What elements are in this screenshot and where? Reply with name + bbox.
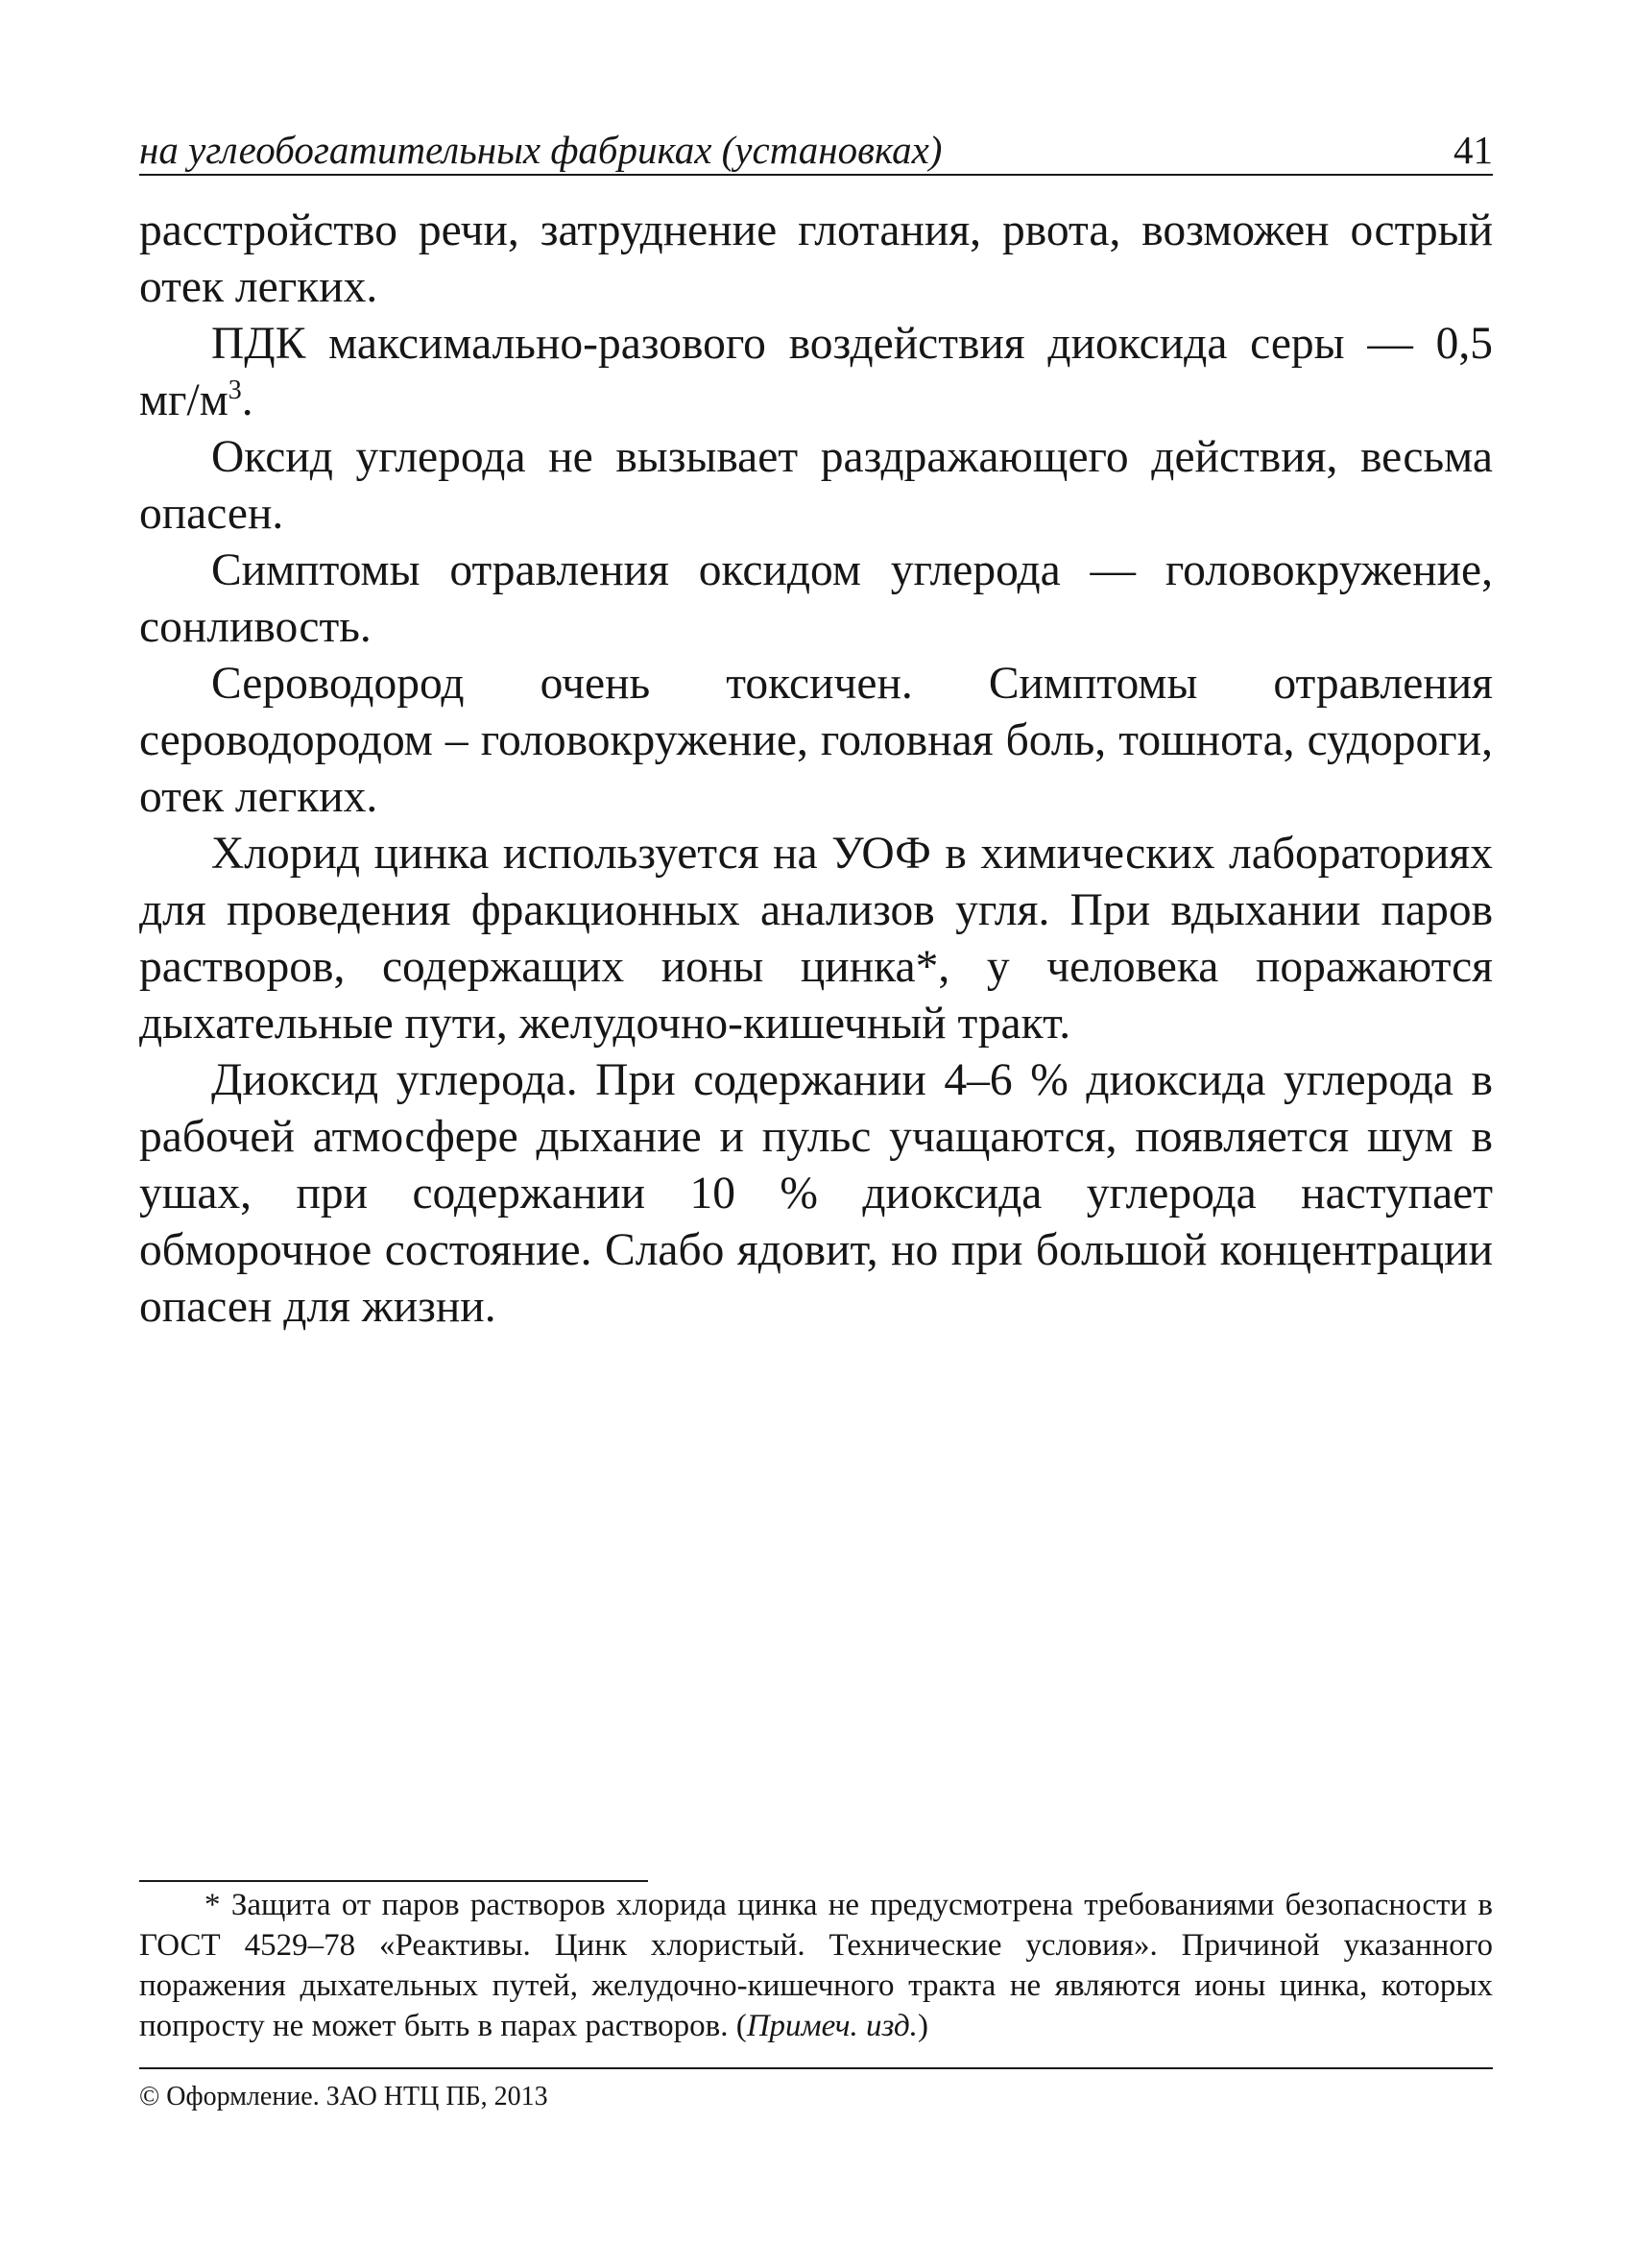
paragraph-4: Симптомы отравления оксидом углерода — головокружение, сонливость. — [139, 545, 1493, 652]
paragraph-5: Сероводород очень токсичен. Симптомы отравления сероводородом – головокружение, головная боль, тошнота, судороги, отек легких. — [139, 659, 1493, 822]
running-header — [139, 126, 1493, 176]
paragraph-7: Диоксид углерода. При содержании 4–6 % диоксида углерода в рабочей атмосфере дыхание и пульс учащаются, появляется шум в ушах, при содержании 10 % диоксида углерода наступает обморочное состояние. Слабо ядовит, но при большой концентрации опасен для жизни. — [139, 1055, 1493, 1332]
running-title: на углеобогатительных фабриках (установках) — [139, 128, 943, 172]
page-number: 41 — [1453, 128, 1493, 172]
paragraph-2-text: ПДК максимально-разового воздействия диоксида серы — 0,5 мг/м — [139, 319, 1493, 425]
paragraph-6: Хлорид цинка используется на УОФ в химических лабораториях для проведения фракционных анализов угля. При вдыхании паров растворов, содержащих ионы цинка*, у человека поражаются дыхательные пути, желудочно-кишечный тракт. — [139, 829, 1493, 1049]
copyright-line: © Оформление. ЗАО НТЦ ПБ, 2013 — [139, 2082, 548, 2111]
paragraph-2 — [139, 316, 1493, 429]
footnote — [139, 1885, 1493, 2046]
body-text — [139, 203, 1493, 1336]
bottom-rule — [139, 2067, 1493, 2069]
paragraph-1: расстройство речи, затруднение глотания, рвота, возможен острый отек легких. — [139, 205, 1493, 312]
footnote-text: * Защита от паров растворов хлорида цинка не предусмотрена требованиями безопасности в ГОСТ 4529–78 «Реактивы. Цинк хлористый. Технические условия». Причиной указанного поражения дыхательных путей, желудочно-кишечного тракта не являются ионы цинка, которых попросту не может быть в парах растворов. ( — [139, 1888, 1493, 2043]
paragraph-2-end: . — [241, 375, 253, 425]
footnote-close: ) — [917, 2009, 928, 2043]
superscript: 3 — [228, 375, 242, 405]
paragraph-3: Оксид углерода не вызывает раздражающего действия, весьма опасен. — [139, 432, 1493, 539]
publisher-note-label: Примеч. изд. — [746, 2009, 918, 2043]
footnote-separator — [139, 1880, 648, 1882]
